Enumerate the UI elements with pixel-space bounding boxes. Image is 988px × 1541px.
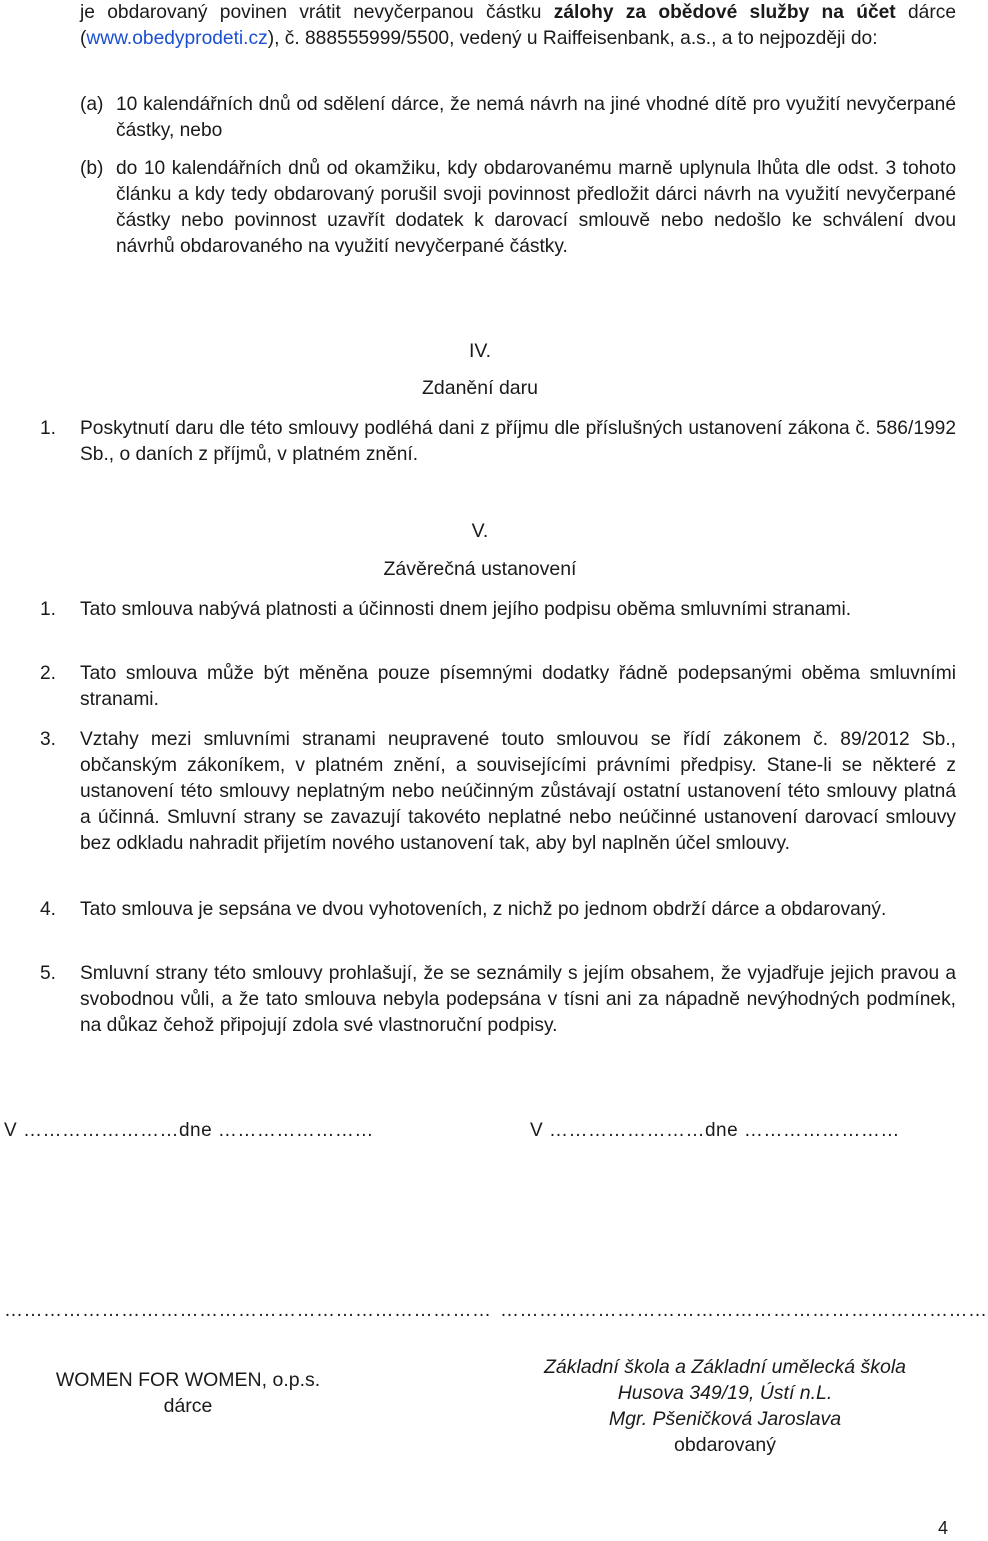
s5-item-1-text: Tato smlouva nabývá platnosti a účinnosti dnem jejího podpisu oběma smluvními stranami.: [80, 599, 852, 620]
intro-text-3: ), č. 888555999/5500, vedený u Raiffeisenbank, a.s., a to: [267, 28, 754, 49]
s4-item-1-num: 1.: [40, 418, 57, 439]
donor-name: WOMEN FOR WOMEN, o.p.s.: [55, 1369, 321, 1391]
signature-line-right: …………………………………………………………………: [500, 1300, 988, 1321]
s5-item-2-text: Tato smlouva může být měněna pouze písemnými dodatky řádně podepsanými oběma smluvními stranami.: [80, 663, 956, 710]
section-4-title: Zdanění daru: [421, 377, 538, 399]
s5-item-3-text: Vztahy mezi smluvními stranami neupravené touto smlouvou se řídí zákonem č. 89/2012 Sb., občanským zákoníkem, v platném znění, a souvisejícími právními předpisy. Stane-li se některé z ustanovení této smlouvy neplatným nebo neúčinným zůstávají ostatní ustanovení této smlouvy platná a účinná. Smluvní strany se zavazují takovéto neplatné nebo neúčinné ustanovení darovací smlouvy bez odkladu nahradit přijetím nového ustanovení tak, aby byl naplněn účel smlouvy.: [80, 729, 956, 854]
subpoint-b-text: do 10 kalendářních dnů od okamžiku, kdy obdarovanému marně uplynula lhůta dle odst. 3 tohoto článku a kdy tedy obdarovaný porušil svoji povinnost předložit dárci návrh na využití nevyčerpané částky nebo povinnost uzavřít dodatek k darovací smlouvě nebo nedošlo ke schválení dvou návrhů obdarovaného na využití nevyčerpané částky.: [116, 158, 956, 257]
s5-item-3-num: 3.: [40, 729, 57, 750]
s5-item-4-num: 4.: [40, 899, 57, 920]
recipient-person: Mgr. Pšeničková Jaroslava: [608, 1408, 842, 1430]
place-date-right: V ……………………dne ……………………: [530, 1120, 900, 1141]
donor-block: [38, 1367, 338, 1419]
s5-item-2-num: 2.: [40, 663, 57, 684]
subpoint-a-text: 10 kalendářních dnů od sdělení dárce, že nemá návrh na jiné vhodné dítě pro využití nevyčerpané částky, nebo: [116, 94, 956, 141]
recipient-block: [500, 1354, 950, 1458]
intro-text-1: je obdarovaný povinen vrátit nevyčerpanou částku: [80, 2, 554, 23]
section-4-numeral: IV.: [468, 340, 492, 362]
page-number: 4: [938, 1518, 949, 1538]
subpoint-a-label: (a): [80, 94, 104, 115]
intro-text-bold: zálohy za obědové služby na účet: [553, 2, 896, 23]
intro-text-2: dárce (: [80, 2, 956, 49]
donor-role: dárce: [163, 1395, 213, 1417]
website-link[interactable]: www.obedyprodeti.cz: [86, 28, 268, 49]
subpoint-b-label: (b): [80, 158, 104, 179]
s5-item-4-text: Tato smlouva je sepsána ve dvou vyhotoveních, z nichž po jednom obdrží dárce a obdarovaný.: [80, 899, 887, 920]
place-date-left: V ……………………dne ……………………: [4, 1120, 374, 1141]
s5-item-5-num: 5.: [40, 963, 57, 984]
recipient-school: Základní škola a Základní umělecká škola: [543, 1356, 907, 1378]
signature-line-left: …………………………………………………………………: [4, 1300, 492, 1321]
intro-text-4: nejpozději do:: [759, 28, 878, 49]
recipient-role: obdarovaný: [674, 1434, 776, 1456]
s5-item-1-num: 1.: [40, 599, 57, 620]
section-5-title: Závěrečná ustanovení: [383, 558, 577, 580]
recipient-address: Husova 349/19, Ústí n.L.: [617, 1382, 833, 1404]
s5-item-5-text: Smluvní strany této smlouvy prohlašují, že se seznámily s jejím obsahem, že vyjadřuje jejich pravou a svobodnou vůli, a že tato smlouva nebyla podepsána v tísni ani za nápadně nevýhodných podmínek, na důkaz čehož připojují zdola své vlastnoruční podpisy.: [80, 963, 956, 1036]
s4-item-1-text: Poskytnutí daru dle této smlouvy podléhá dani z příjmu dle příslušných ustanovení zákona č. 586/1992 Sb., o daních z příjmů, v platném znění.: [80, 418, 956, 465]
section-5-numeral: V.: [471, 520, 489, 542]
intro-paragraph: [80, 0, 956, 52]
